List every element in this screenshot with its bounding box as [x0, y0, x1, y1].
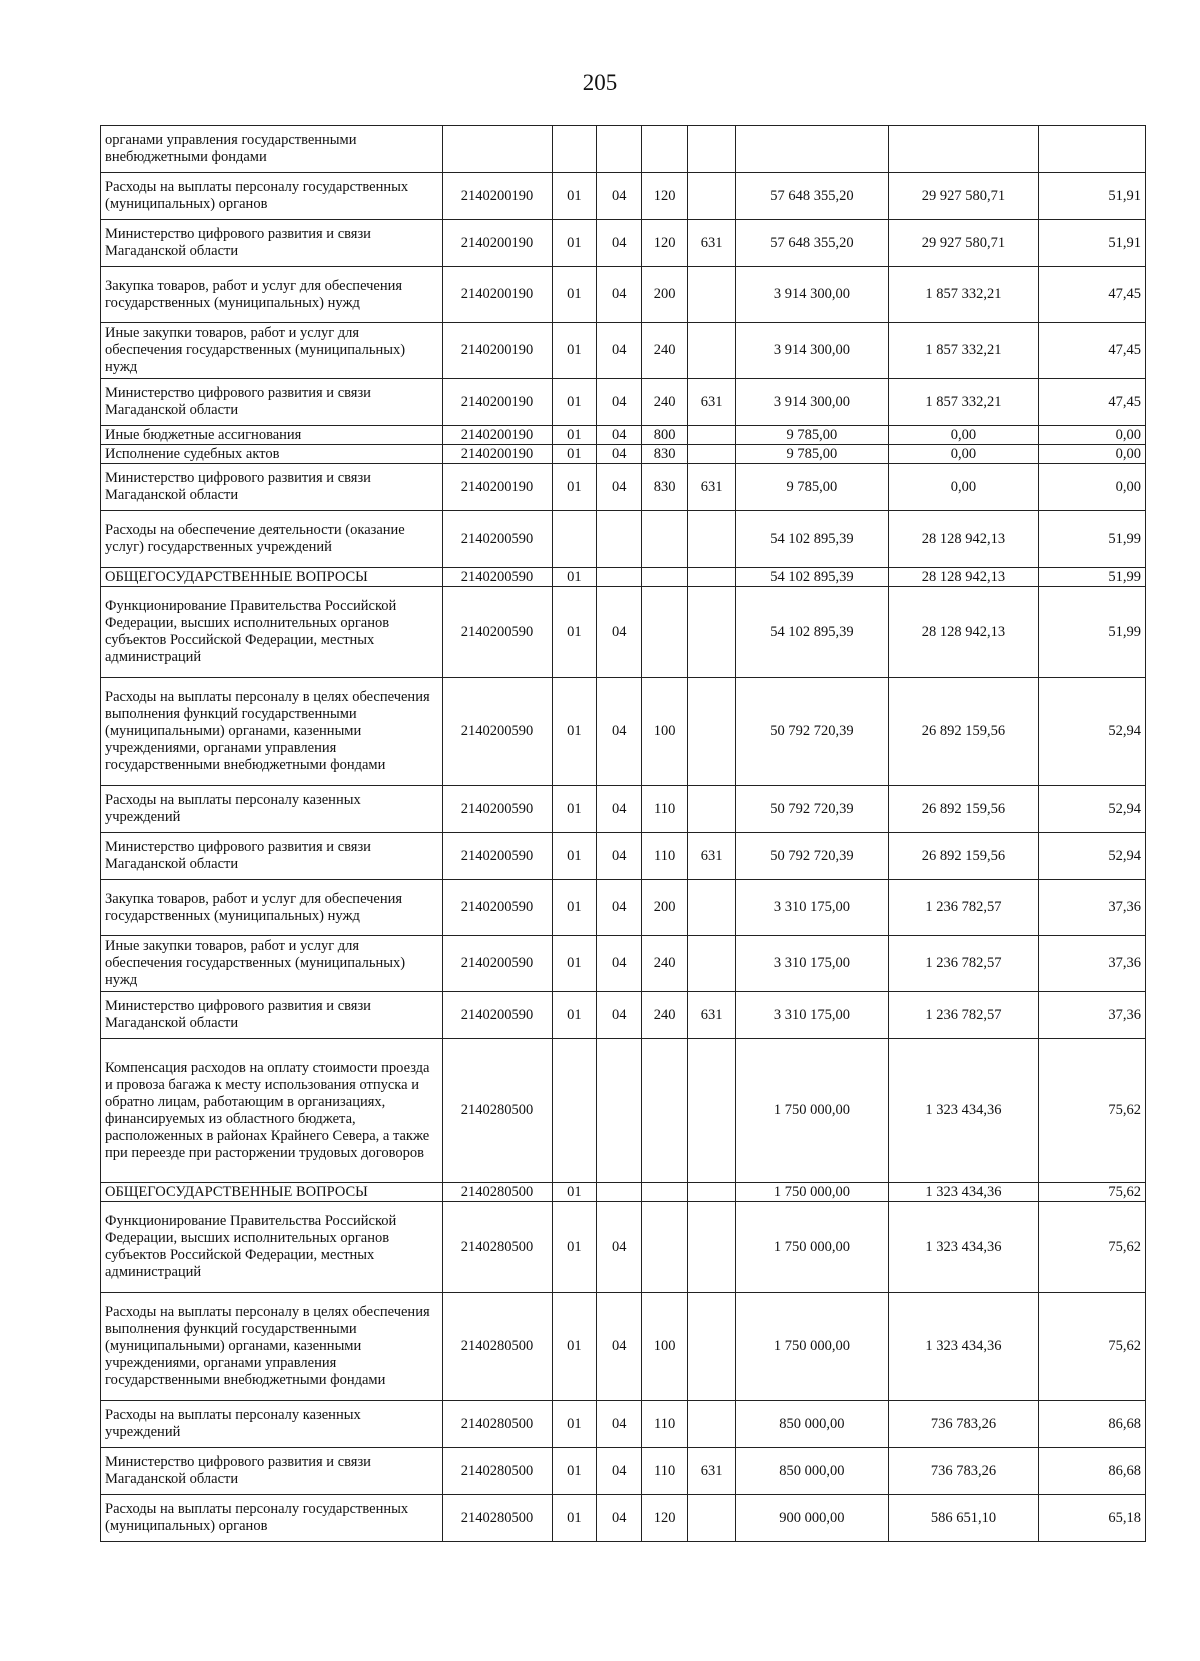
expense-type-cell: [642, 126, 688, 173]
row-name-cell: Компенсация расходов на оплату стоимости проезда и провоза багажа к месту использования отпуска и обратно лицам, работающим в организациях, финансируемых из областного бюджета, расположенных в районах Крайнего Севера, а также при переезде при расторжении трудовых договоров: [101, 1039, 443, 1183]
section-cell: [552, 1039, 597, 1183]
expense-type-cell: [642, 568, 688, 587]
expense-type-cell: 100: [642, 1293, 688, 1401]
row-name-cell: Министерство цифрового развития и связи Магаданской области: [101, 833, 443, 880]
row-name-cell: Закупка товаров, работ и услуг для обеспечения государственных (муниципальных) нужд: [101, 880, 443, 936]
row-name-cell: Расходы на обеспечение деятельности (оказание услуг) государственных учреждений: [101, 511, 443, 568]
section-cell: 01: [552, 833, 597, 880]
percent-cell: 47,45: [1039, 379, 1146, 426]
plan-amount-cell: 54 102 895,39: [736, 568, 889, 587]
subsection-cell: [597, 1039, 642, 1183]
table-row: [101, 173, 1146, 220]
table-row: [101, 833, 1146, 880]
section-cell: 01: [552, 464, 597, 511]
row-name-cell: Министерство цифрового развития и связи Магаданской области: [101, 1448, 443, 1495]
percent-cell: 75,62: [1039, 1202, 1146, 1293]
ministry-code-cell: 631: [688, 992, 736, 1039]
ministry-code-cell: [688, 1495, 736, 1542]
row-name-cell: Закупка товаров, работ и услуг для обеспечения государственных (муниципальных) нужд: [101, 267, 443, 323]
ministry-code-cell: [688, 173, 736, 220]
expense-type-cell: 240: [642, 323, 688, 379]
plan-amount-cell: 1 750 000,00: [736, 1293, 889, 1401]
table-row: [101, 1495, 1146, 1542]
plan-amount-cell: 3 310 175,00: [736, 880, 889, 936]
ministry-code-cell: [688, 1293, 736, 1401]
subsection-cell: [597, 568, 642, 587]
expense-type-cell: 830: [642, 464, 688, 511]
executed-amount-cell: 1 323 434,36: [888, 1293, 1039, 1401]
table-row: [101, 464, 1146, 511]
percent-cell: 51,99: [1039, 587, 1146, 678]
plan-amount-cell: 1 750 000,00: [736, 1183, 889, 1202]
executed-amount-cell: 0,00: [888, 464, 1039, 511]
row-name-cell: Расходы на выплаты персоналу государственных (муниципальных) органов: [101, 1495, 443, 1542]
percent-cell: 52,94: [1039, 833, 1146, 880]
section-cell: 01: [552, 379, 597, 426]
target-article-cell: 2140280500: [442, 1202, 552, 1293]
target-article-cell: 2140280500: [442, 1401, 552, 1448]
target-article-cell: 2140280500: [442, 1039, 552, 1183]
target-article-cell: 2140200190: [442, 220, 552, 267]
plan-amount-cell: 54 102 895,39: [736, 511, 889, 568]
ministry-code-cell: [688, 1183, 736, 1202]
expense-type-cell: 120: [642, 1495, 688, 1542]
table-row: [101, 323, 1146, 379]
row-name-cell: Расходы на выплаты персоналу государственных (муниципальных) органов: [101, 173, 443, 220]
plan-amount-cell: 900 000,00: [736, 1495, 889, 1542]
plan-amount-cell: 1 750 000,00: [736, 1202, 889, 1293]
expense-type-cell: [642, 1202, 688, 1293]
percent-cell: 51,91: [1039, 220, 1146, 267]
target-article-cell: 2140280500: [442, 1495, 552, 1542]
plan-amount-cell: 3 914 300,00: [736, 379, 889, 426]
executed-amount-cell: 28 128 942,13: [888, 511, 1039, 568]
executed-amount-cell: 29 927 580,71: [888, 220, 1039, 267]
plan-amount-cell: 9 785,00: [736, 464, 889, 511]
expense-type-cell: [642, 1183, 688, 1202]
target-article-cell: 2140200190: [442, 379, 552, 426]
section-cell: 01: [552, 267, 597, 323]
expense-type-cell: 110: [642, 1401, 688, 1448]
ministry-code-cell: [688, 267, 736, 323]
plan-amount-cell: 57 648 355,20: [736, 220, 889, 267]
ministry-code-cell: [688, 880, 736, 936]
row-name-cell: ОБЩЕГОСУДАРСТВЕННЫЕ ВОПРОСЫ: [101, 568, 443, 587]
executed-amount-cell: 0,00: [888, 445, 1039, 464]
expense-type-cell: 240: [642, 992, 688, 1039]
executed-amount-cell: 1 236 782,57: [888, 992, 1039, 1039]
executed-amount-cell: 736 783,26: [888, 1448, 1039, 1495]
section-cell: 01: [552, 173, 597, 220]
row-name-cell: Министерство цифрового развития и связи Магаданской области: [101, 992, 443, 1039]
table-row: [101, 267, 1146, 323]
percent-cell: 0,00: [1039, 426, 1146, 445]
table-row: [101, 1202, 1146, 1293]
section-cell: 01: [552, 678, 597, 786]
expense-type-cell: 240: [642, 936, 688, 992]
row-name-cell: Функционирование Правительства Российской Федерации, высших исполнительных органов субъектов Российской Федерации, местных администраций: [101, 1202, 443, 1293]
table-row: [101, 880, 1146, 936]
percent-cell: 47,45: [1039, 323, 1146, 379]
target-article-cell: 2140200590: [442, 880, 552, 936]
section-cell: 01: [552, 992, 597, 1039]
target-article-cell: 2140200590: [442, 587, 552, 678]
target-article-cell: 2140200590: [442, 992, 552, 1039]
subsection-cell: 04: [597, 1495, 642, 1542]
executed-amount-cell: 586 651,10: [888, 1495, 1039, 1542]
subsection-cell: 04: [597, 1202, 642, 1293]
target-article-cell: 2140200190: [442, 445, 552, 464]
plan-amount-cell: 1 750 000,00: [736, 1039, 889, 1183]
row-name-cell: Министерство цифрового развития и связи Магаданской области: [101, 464, 443, 511]
executed-amount-cell: 1 857 332,21: [888, 323, 1039, 379]
executed-amount-cell: 29 927 580,71: [888, 173, 1039, 220]
ministry-code-cell: 631: [688, 220, 736, 267]
section-cell: [552, 126, 597, 173]
subsection-cell: 04: [597, 379, 642, 426]
section-cell: 01: [552, 1401, 597, 1448]
percent-cell: 86,68: [1039, 1448, 1146, 1495]
ministry-code-cell: [688, 511, 736, 568]
table-row: [101, 1401, 1146, 1448]
percent-cell: 75,62: [1039, 1293, 1146, 1401]
ministry-code-cell: 631: [688, 833, 736, 880]
ministry-code-cell: 631: [688, 379, 736, 426]
plan-amount-cell: 50 792 720,39: [736, 678, 889, 786]
executed-amount-cell: 1 323 434,36: [888, 1039, 1039, 1183]
subsection-cell: 04: [597, 445, 642, 464]
executed-amount-cell: 26 892 159,56: [888, 833, 1039, 880]
percent-cell: 86,68: [1039, 1401, 1146, 1448]
plan-amount-cell: 3 310 175,00: [736, 936, 889, 992]
expense-type-cell: 100: [642, 678, 688, 786]
expense-type-cell: 110: [642, 786, 688, 833]
target-article-cell: 2140280500: [442, 1183, 552, 1202]
plan-amount-cell: 9 785,00: [736, 426, 889, 445]
executed-amount-cell: 0,00: [888, 426, 1039, 445]
expense-type-cell: 240: [642, 379, 688, 426]
plan-amount-cell: 50 792 720,39: [736, 786, 889, 833]
percent-cell: 51,99: [1039, 511, 1146, 568]
section-cell: 01: [552, 936, 597, 992]
target-article-cell: 2140200590: [442, 511, 552, 568]
section-cell: 01: [552, 1183, 597, 1202]
subsection-cell: 04: [597, 936, 642, 992]
ministry-code-cell: [688, 786, 736, 833]
page-number: 205: [582, 70, 618, 95]
subsection-cell: 04: [597, 992, 642, 1039]
subsection-cell: [597, 511, 642, 568]
plan-amount-cell: 3 914 300,00: [736, 267, 889, 323]
subsection-cell: 04: [597, 880, 642, 936]
executed-amount-cell: 1 323 434,36: [888, 1183, 1039, 1202]
table-body: [101, 126, 1146, 1542]
section-cell: 01: [552, 786, 597, 833]
row-name-cell: Министерство цифрового развития и связи Магаданской области: [101, 220, 443, 267]
plan-amount-cell: 850 000,00: [736, 1401, 889, 1448]
ministry-code-cell: [688, 126, 736, 173]
percent-cell: 52,94: [1039, 678, 1146, 786]
target-article-cell: 2140200190: [442, 267, 552, 323]
row-name-cell: Расходы на выплаты персоналу в целях обеспечения выполнения функций государственными (муниципальными) органами, казенными учреждениями, органами управления государственными внебюджетными фондами: [101, 678, 443, 786]
ministry-code-cell: [688, 445, 736, 464]
executed-amount-cell: [888, 126, 1039, 173]
target-article-cell: 2140200590: [442, 568, 552, 587]
target-article-cell: 2140200590: [442, 678, 552, 786]
ministry-code-cell: [688, 568, 736, 587]
target-article-cell: 2140200590: [442, 833, 552, 880]
row-name-cell: Иные закупки товаров, работ и услуг для обеспечения государственных (муниципальных) нужд: [101, 936, 443, 992]
table-row: [101, 1448, 1146, 1495]
plan-amount-cell: [736, 126, 889, 173]
percent-cell: 75,62: [1039, 1183, 1146, 1202]
ministry-code-cell: [688, 587, 736, 678]
row-name-cell: Министерство цифрового развития и связи Магаданской области: [101, 379, 443, 426]
subsection-cell: 04: [597, 173, 642, 220]
executed-amount-cell: 1 236 782,57: [888, 880, 1039, 936]
ministry-code-cell: 631: [688, 1448, 736, 1495]
expense-type-cell: [642, 1039, 688, 1183]
subsection-cell: 04: [597, 220, 642, 267]
percent-cell: 51,91: [1039, 173, 1146, 220]
target-article-cell: 2140200190: [442, 323, 552, 379]
table-row: [101, 426, 1146, 445]
executed-amount-cell: 1 236 782,57: [888, 936, 1039, 992]
ministry-code-cell: [688, 1039, 736, 1183]
table-row: [101, 568, 1146, 587]
percent-cell: 52,94: [1039, 786, 1146, 833]
table-row: [101, 220, 1146, 267]
target-article-cell: 2140200190: [442, 426, 552, 445]
plan-amount-cell: 3 310 175,00: [736, 992, 889, 1039]
table-row: [101, 379, 1146, 426]
executed-amount-cell: 1 323 434,36: [888, 1202, 1039, 1293]
percent-cell: 0,00: [1039, 464, 1146, 511]
executed-amount-cell: 26 892 159,56: [888, 678, 1039, 786]
expense-type-cell: 200: [642, 880, 688, 936]
ministry-code-cell: [688, 426, 736, 445]
row-name-cell: Иные бюджетные ассигнования: [101, 426, 443, 445]
plan-amount-cell: 9 785,00: [736, 445, 889, 464]
subsection-cell: 04: [597, 426, 642, 445]
percent-cell: 51,99: [1039, 568, 1146, 587]
table-row: [101, 992, 1146, 1039]
table-row: [101, 511, 1146, 568]
percent-cell: 37,36: [1039, 880, 1146, 936]
section-cell: 01: [552, 220, 597, 267]
plan-amount-cell: 57 648 355,20: [736, 173, 889, 220]
plan-amount-cell: 50 792 720,39: [736, 833, 889, 880]
expense-type-cell: 200: [642, 267, 688, 323]
table-row: [101, 1293, 1146, 1401]
ministry-code-cell: [688, 323, 736, 379]
ministry-code-cell: [688, 678, 736, 786]
row-name-cell: Расходы на выплаты персоналу в целях обеспечения выполнения функций государственными (муниципальными) органами, казенными учреждениями, органами управления государственными внебюджетными фондами: [101, 1293, 443, 1401]
plan-amount-cell: 3 914 300,00: [736, 323, 889, 379]
plan-amount-cell: 850 000,00: [736, 1448, 889, 1495]
subsection-cell: 04: [597, 587, 642, 678]
ministry-code-cell: 631: [688, 464, 736, 511]
row-name-cell: органами управления государственными внебюджетными фондами: [101, 126, 443, 173]
subsection-cell: [597, 126, 642, 173]
expense-type-cell: 120: [642, 173, 688, 220]
target-article-cell: 2140280500: [442, 1448, 552, 1495]
executed-amount-cell: 28 128 942,13: [888, 587, 1039, 678]
percent-cell: 37,36: [1039, 936, 1146, 992]
budget-table: [100, 125, 1146, 1542]
section-cell: 01: [552, 568, 597, 587]
percent-cell: 47,45: [1039, 267, 1146, 323]
subsection-cell: 04: [597, 1448, 642, 1495]
section-cell: 01: [552, 323, 597, 379]
expense-type-cell: 800: [642, 426, 688, 445]
section-cell: 01: [552, 587, 597, 678]
expense-type-cell: 830: [642, 445, 688, 464]
row-name-cell: Функционирование Правительства Российской Федерации, высших исполнительных органов субъектов Российской Федерации, местных администраций: [101, 587, 443, 678]
executed-amount-cell: 28 128 942,13: [888, 568, 1039, 587]
executed-amount-cell: 1 857 332,21: [888, 267, 1039, 323]
executed-amount-cell: 26 892 159,56: [888, 786, 1039, 833]
percent-cell: 37,36: [1039, 992, 1146, 1039]
row-name-cell: Расходы на выплаты персоналу казенных учреждений: [101, 786, 443, 833]
section-cell: 01: [552, 445, 597, 464]
percent-cell: 0,00: [1039, 445, 1146, 464]
target-article-cell: [442, 126, 552, 173]
target-article-cell: 2140280500: [442, 1293, 552, 1401]
table-row: [101, 936, 1146, 992]
table-row: [101, 1039, 1146, 1183]
section-cell: 01: [552, 880, 597, 936]
target-article-cell: 2140200190: [442, 173, 552, 220]
expense-type-cell: [642, 511, 688, 568]
subsection-cell: 04: [597, 1401, 642, 1448]
row-name-cell: Исполнение судебных актов: [101, 445, 443, 464]
section-cell: 01: [552, 1448, 597, 1495]
subsection-cell: [597, 1183, 642, 1202]
row-name-cell: ОБЩЕГОСУДАРСТВЕННЫЕ ВОПРОСЫ: [101, 1183, 443, 1202]
expense-type-cell: 120: [642, 220, 688, 267]
subsection-cell: 04: [597, 833, 642, 880]
section-cell: 01: [552, 1495, 597, 1542]
subsection-cell: 04: [597, 678, 642, 786]
section-cell: [552, 511, 597, 568]
table-row: [101, 126, 1146, 173]
subsection-cell: 04: [597, 464, 642, 511]
subsection-cell: 04: [597, 1293, 642, 1401]
expense-type-cell: 110: [642, 1448, 688, 1495]
table-row: [101, 678, 1146, 786]
section-cell: 01: [552, 426, 597, 445]
ministry-code-cell: [688, 1401, 736, 1448]
subsection-cell: 04: [597, 267, 642, 323]
table-row: [101, 445, 1146, 464]
percent-cell: 65,18: [1039, 1495, 1146, 1542]
executed-amount-cell: 736 783,26: [888, 1401, 1039, 1448]
table-row: [101, 1183, 1146, 1202]
percent-cell: 75,62: [1039, 1039, 1146, 1183]
percent-cell: [1039, 126, 1146, 173]
subsection-cell: 04: [597, 323, 642, 379]
expense-type-cell: [642, 587, 688, 678]
row-name-cell: Иные закупки товаров, работ и услуг для обеспечения государственных (муниципальных) нужд: [101, 323, 443, 379]
row-name-cell: Расходы на выплаты персоналу казенных учреждений: [101, 1401, 443, 1448]
plan-amount-cell: 54 102 895,39: [736, 587, 889, 678]
section-cell: 01: [552, 1202, 597, 1293]
ministry-code-cell: [688, 1202, 736, 1293]
executed-amount-cell: 1 857 332,21: [888, 379, 1039, 426]
target-article-cell: 2140200190: [442, 464, 552, 511]
target-article-cell: 2140200590: [442, 786, 552, 833]
ministry-code-cell: [688, 936, 736, 992]
target-article-cell: 2140200590: [442, 936, 552, 992]
expense-type-cell: 110: [642, 833, 688, 880]
subsection-cell: 04: [597, 786, 642, 833]
section-cell: 01: [552, 1293, 597, 1401]
table-row: [101, 587, 1146, 678]
table-row: [101, 786, 1146, 833]
